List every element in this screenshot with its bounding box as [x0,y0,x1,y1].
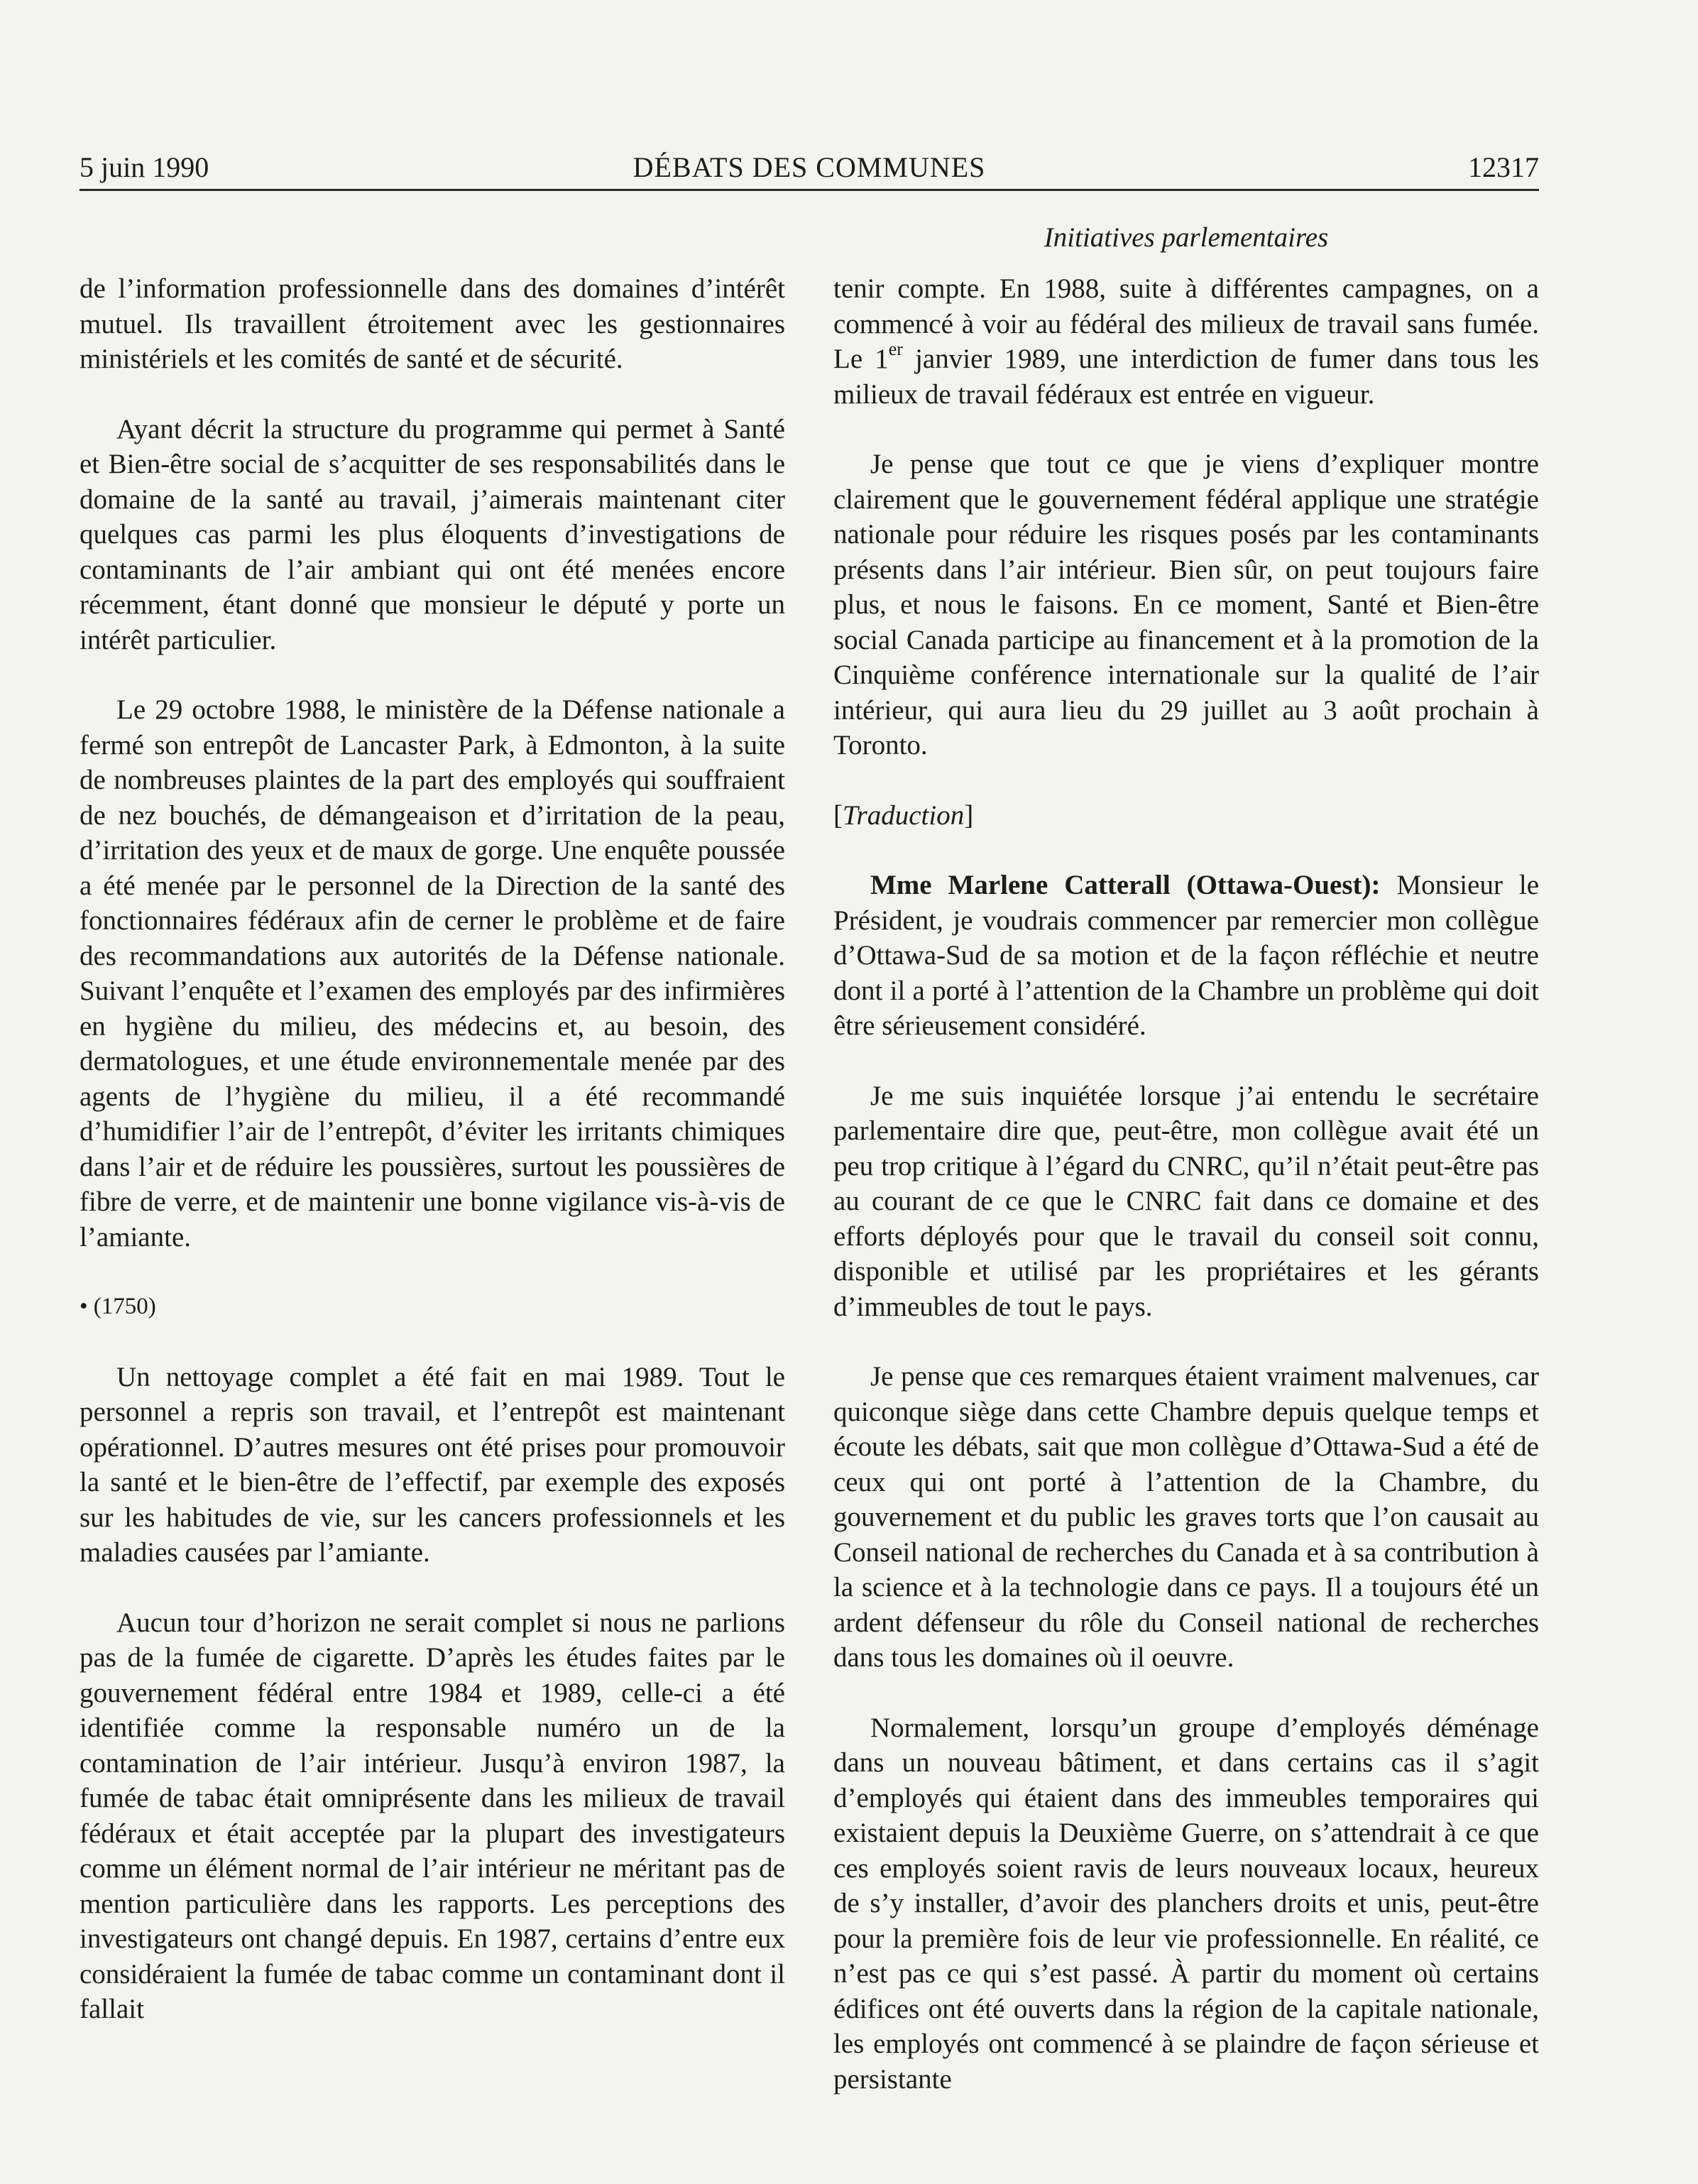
right-column [833,271,1539,2131]
paragraph: Ayant décrit la structure du programme qui permet à Santé et Bien-être social de s’acquitter de ses responsabilités dans le domaine de la santé au travail, j’aimerais maintenant citer quelques cas parmi les plus éloquents d’investigations de contaminants de l’air ambiant qui ont été menées encore récemment, étant donné que monsieur le député y porte un intérêt particulier. [80,413,785,655]
paragraph: Le 29 octobre 1988, le ministère de la Défense nationale a fermé son entrepôt de Lancaster Park, à Edmonton, à la suite de nombreuses plaintes de la part des employés qui souffraient de nez bouchés, de démangeaison et d’irritation de la peau, d’irritation des yeux et de maux de gorge. Une enquête poussée a été menée par le personnel de la Direction de la santé des fonctionnaires fédéraux afin de cerner le problème et de faire des recommandations aux autorités de la Défense nationale. Suivant l’enquête et l’examen des employés par des infirmières en hygiène du milieu, des médecins et, au besoin, des dermatologues, et une étude environnementale menée par des agents de l’hygiène du milieu, il a été recommandé d’humidifier l’air de l’entrepôt, d’éviter les irritants chimiques dans l’air et de réduire les poussières, surtout les poussières de fibre de verre, et de maintenir une bonne vigilance vis-à-vis de l’amiante. [80,694,785,1252]
superscript: er [888,338,903,359]
paragraph: Je pense que tout ce que je viens d’expliquer montre clairement que le gouvernement fédéral applique une stratégie nationale pour réduire les risques posés par les contaminants présents dans l’air intérieur. Bien sûr, on peut toujours faire plus, et nous le faisons. En ce moment, Santé et Bien-être social Canada participe au financement et à la promotion de la Cinquième conférence internationale sur la qualité de l’air intérieur, qui aura lieu du 29 juillet au 3 août prochain à Toronto. [833,449,1539,760]
speaker-name: Mme Marlene Catterall (Ottawa-Ouest): [870,870,1381,900]
paragraph-text: tenir compte. En 1988, suite à différentes campagnes, on a commencé à voir au fédéral des milieux de travail sans fumée. Le 1 [833,273,1539,374]
paragraph [833,271,1539,412]
page-number: 12317 [1468,151,1539,183]
left-column [80,271,785,2062]
paragraph-text: Monsieur le Président, je voudrais commencer par remercier mon collègue d’Ottawa-Sud de sa motion et de la façon réfléchie et neutre dont il a porté à l’attention de la Chambre un problème qui doit être sérieusement considéré. [833,870,1539,1041]
speech-paragraph [833,868,1539,1044]
paragraph: Un nettoyage complet a été fait en mai 1989. Tout le personnel a repris son travail, et l’entrepôt est maintenant opérationnel. D’autres mesures ont été prises pour promouvoir la santé et le bien-être de l’effectif, par exemple des exposés sur les habitudes de vie, sur les cancers professionnels et les maladies causées par l’amiante. [80,1361,785,1568]
header-date: 5 juin 1990 [80,151,209,183]
page-header [80,146,1539,191]
translation-note: [Traduction] [833,799,974,831]
header-title: DÉBATS DES COMMUNES [632,151,986,183]
paragraph-text: janvier 1989, une interdiction de fumer dans tous les milieux de travail fédéraux est entrée en vigueur. [833,344,1539,410]
translation-label: Traduction [843,799,965,831]
paragraph: Aucun tour d’horizon ne serait complet si nous ne parlions pas de la fumée de cigarette. D’après les études faites par le gouvernement fédéral entre 1984 et 1989, celle-ci a été identifiée comme la responsable numéro un de la contamination de l’air intérieur. Jusqu’à environ 1987, la fumée de tabac était omniprésente dans les milieux de travail fédéraux et était acceptée par la plupart des investigateurs comme un élément normal de l’air intérieur ne méritant pas de mention particulière dans les rapports. Les perceptions des investigateurs ont changé depuis. En 1987, certains d’entre eux considéraient la fumée de tabac comme un contaminant dont il fallait [80,1607,785,2024]
time-marker: • (1750) [80,1294,156,1319]
paragraph: Je me suis inquiétée lorsque j’ai entendu le secrétaire parlementaire dire que, peut-être, mon collègue avait été un peu trop critique à l’égard du CNRC, qu’il n’était peut-être pas au courant de ce que le CNRC fait dans ce domaine et des efforts déployés pour que le travail du conseil soit connu, disponible et utilisé par les propriétaires et les gérants d’immeubles de tout le pays. [833,1080,1539,1322]
section-label: Initiatives parlementaires [1044,222,1329,253]
paragraph: Normalement, lorsqu’un groupe d’employés déménage dans un nouveau bâtiment, et dans certains cas il s’agit d’employés qui étaient dans des immeubles temporaires qui existaient depuis la Deuxième Guerre, on s’attendrait à ce que ces employés soient ravis de leurs nouveaux locaux, heureux de s’y installer, d’avoir des planchers droits et unis, peut-être pour la première fois de leur vie professionnelle. En réalité, ce n’est pas ce qui s’est passé. À partir du moment où certains édifices ont été ouverts dans la région de la capitale nationale, les employés ont commencé à se plaindre de façon sérieuse et persistante [833,1712,1539,2095]
paragraph: de l’information professionnelle dans des domaines d’intérêt mutuel. Ils travaillent étroitement avec les gestionnaires ministériels et les comités de santé et de sécurité. [80,273,785,374]
paragraph: Je pense que ces remarques étaient vraiment malvenues, car quiconque siège dans cette Chambre depuis quelque temps et écoute les débats, sait que mon collègue d’Ottawa-Sud a été de ceux qui ont porté à l’attention de la Chambre, du gouvernement et du public les graves torts que l’on causait au Conseil national de recherches du Canada et à sa contribution à la science et à la technologie dans ce pays. Il a toujours été un ardent défenseur du rôle du Conseil national de recherches dans tous les domaines où il oeuvre. [833,1361,1539,1673]
